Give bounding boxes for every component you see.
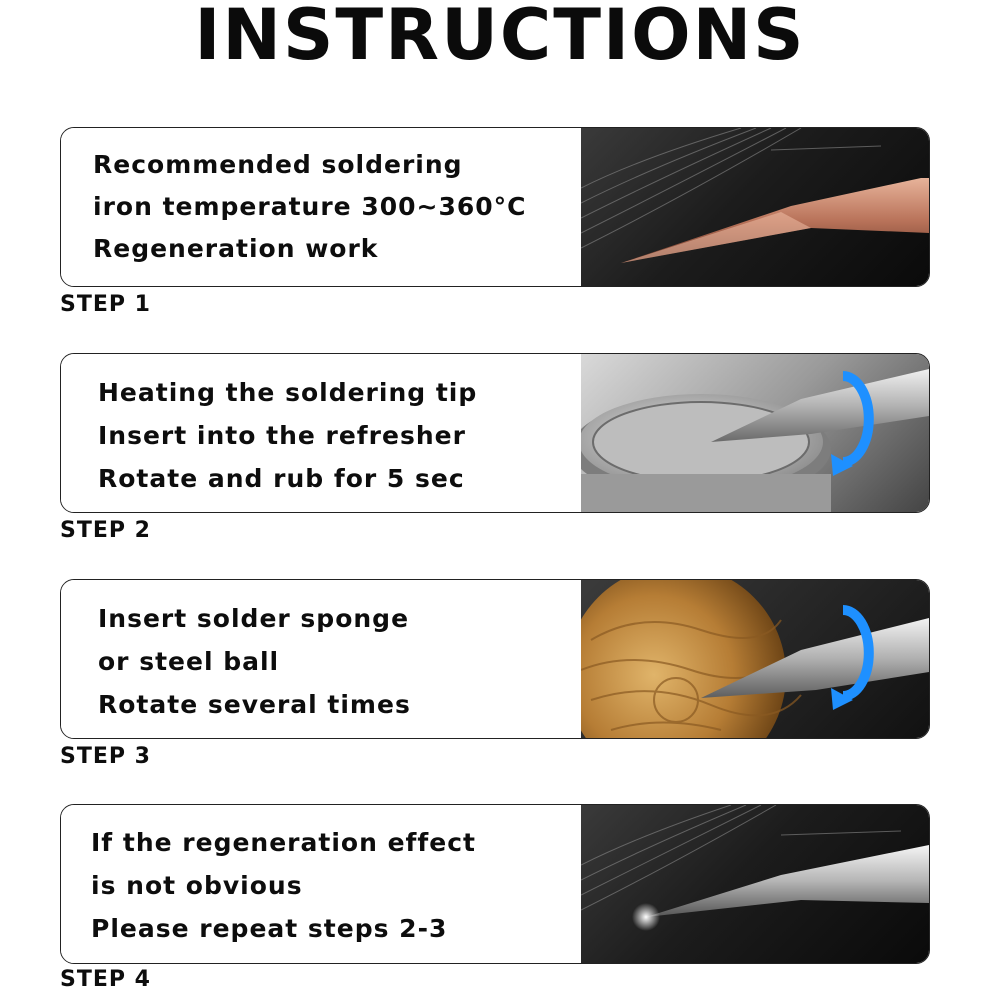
step-4-text [61,805,583,963]
step-4-label: STEP 4 [60,967,151,992]
step-1-line-3: Regeneration work [93,234,379,263]
step-1 [60,127,930,317]
page-title: INSTRUCTIONS [194,0,806,76]
step-3-line-3: Rotate several times [98,690,411,719]
step-2 [60,353,930,543]
step-3 [60,579,930,769]
step-4-card [60,804,930,964]
brass-wool-ball-photo [581,580,929,738]
step-4-line-3: Please repeat steps 2-3 [91,914,448,943]
copper-soldering-tip-photo [581,128,929,286]
step-1-line-1: Recommended soldering [93,150,463,179]
step-3-label: STEP 3 [60,744,151,769]
step-2-line-1: Heating the soldering tip [98,378,478,407]
step-1-text [61,128,583,286]
step-1-card [60,127,930,287]
step-3-line-1: Insert solder sponge [98,604,410,633]
tip-refresher-tin-photo [581,354,929,512]
step-2-card [60,353,930,513]
shiny-soldering-tip-photo [581,805,929,963]
step-4 [60,804,930,992]
step-1-label: STEP 1 [60,292,151,317]
step-3-line-2: or steel ball [98,647,280,676]
step-3-text [61,580,583,738]
step-1-line-2: iron temperature 300~360°C [93,192,527,221]
step-2-label: STEP 2 [60,518,151,543]
step-2-line-2: Insert into the refresher [98,421,466,450]
step-2-line-3: Rotate and rub for 5 sec [98,464,465,493]
step-3-card [60,579,930,739]
step-2-text [61,354,583,512]
step-4-line-2: is not obvious [91,871,303,900]
step-4-line-1: If the regeneration effect [91,828,477,857]
